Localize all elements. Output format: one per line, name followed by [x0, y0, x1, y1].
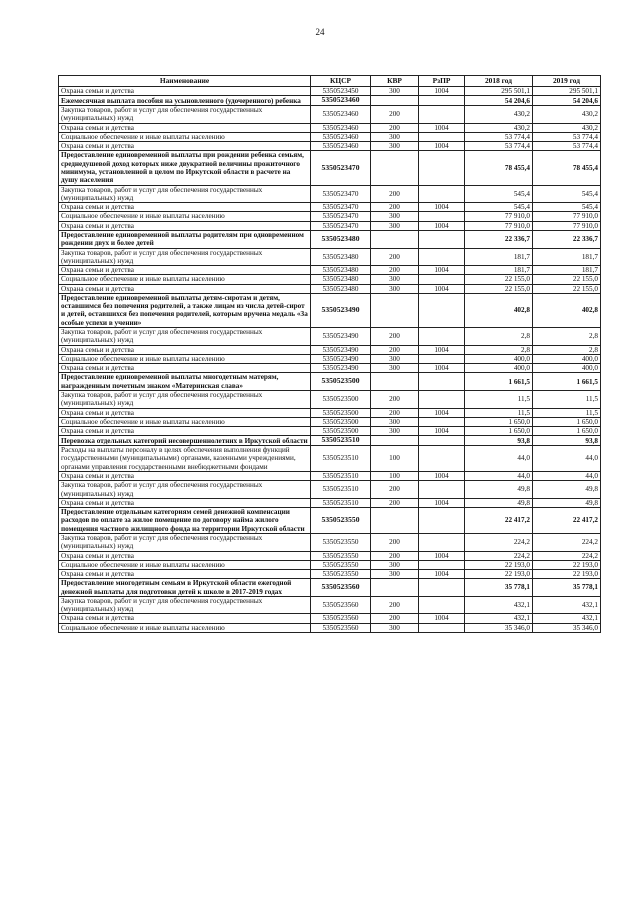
cell-rzpr: 1004: [419, 364, 465, 373]
cell-name: Социальное обеспечение и иные выплаты населению: [59, 623, 311, 632]
cell-rzpr: [419, 96, 465, 106]
cell-2018: 181,7: [465, 248, 533, 266]
header-kvr: КВР: [371, 76, 419, 87]
cell-2019: 44,0: [533, 471, 601, 480]
cell-kvr: 200: [371, 551, 419, 560]
cell-kvr: 300: [371, 212, 419, 221]
table-row: [59, 427, 601, 436]
cell-rzpr: [419, 596, 465, 614]
cell-kcsr: 5350523550: [311, 551, 371, 560]
cell-kvr: 300: [371, 623, 419, 632]
cell-kcsr: 5350523510: [311, 481, 371, 499]
cell-2019: 11,5: [533, 391, 601, 409]
cell-kvr: 200: [371, 533, 419, 551]
cell-2018: 22 336,7: [465, 230, 533, 248]
cell-2019: 295 501,1: [533, 87, 601, 96]
cell-rzpr: [419, 275, 465, 284]
table-row: [59, 87, 601, 96]
table-row: [59, 106, 601, 124]
header-name: Наименование: [59, 76, 311, 87]
cell-rzpr: 1004: [419, 123, 465, 132]
header-2019: 2019 год: [533, 76, 601, 87]
cell-kvr: 300: [371, 221, 419, 230]
cell-2019: 1 661,5: [533, 373, 601, 391]
cell-kcsr: 5350523470: [311, 151, 371, 185]
table-row: [59, 248, 601, 266]
cell-kcsr: 5350523480: [311, 230, 371, 248]
cell-name: Охрана семьи и детства: [59, 266, 311, 275]
cell-2019: 224,2: [533, 533, 601, 551]
cell-rzpr: [419, 230, 465, 248]
cell-2018: 11,5: [465, 408, 533, 417]
table-row: [59, 203, 601, 212]
cell-name: Охрана семьи и детства: [59, 471, 311, 480]
table-row: [59, 364, 601, 373]
cell-2018: 49,8: [465, 498, 533, 507]
cell-kvr: 300: [371, 87, 419, 96]
cell-rzpr: [419, 328, 465, 346]
cell-2018: 545,4: [465, 203, 533, 212]
cell-2018: 22 417,2: [465, 508, 533, 534]
cell-name: Закупка товаров, работ и услуг для обеспечения государственных (муниципальных) нужд: [59, 481, 311, 499]
cell-rzpr: 1004: [419, 266, 465, 275]
cell-2019: 35 346,0: [533, 623, 601, 632]
cell-rzpr: [419, 417, 465, 426]
cell-kcsr: 5350523450: [311, 87, 371, 96]
cell-kvr: [371, 96, 419, 106]
cell-2018: 432,1: [465, 614, 533, 623]
cell-kcsr: 5350523490: [311, 345, 371, 354]
cell-name: Охрана семьи и детства: [59, 408, 311, 417]
cell-kcsr: 5350523490: [311, 354, 371, 363]
cell-kcsr: 5350523500: [311, 427, 371, 436]
cell-kvr: 200: [371, 408, 419, 417]
cell-name: Охрана семьи и детства: [59, 123, 311, 132]
cell-kcsr: 5350523480: [311, 275, 371, 284]
cell-kcsr: 5350523550: [311, 508, 371, 534]
cell-kvr: 300: [371, 132, 419, 141]
cell-kcsr: 5350523510: [311, 498, 371, 507]
cell-2019: 77 910,0: [533, 212, 601, 221]
cell-kcsr: 5350523550: [311, 560, 371, 569]
cell-2019: 93,8: [533, 436, 601, 446]
table-row: [59, 132, 601, 141]
cell-rzpr: 1004: [419, 498, 465, 507]
cell-kvr: 100: [371, 471, 419, 480]
cell-kvr: [371, 436, 419, 446]
cell-kvr: 300: [371, 354, 419, 363]
cell-kvr: 200: [371, 203, 419, 212]
cell-rzpr: [419, 446, 465, 472]
table-row-program: [59, 293, 601, 327]
cell-kcsr: 5350523480: [311, 284, 371, 293]
table-row: [59, 275, 601, 284]
cell-kvr: 100: [371, 446, 419, 472]
cell-kcsr: 5350523510: [311, 436, 371, 446]
cell-name: Охрана семьи и детства: [59, 364, 311, 373]
cell-2019: 78 455,4: [533, 151, 601, 185]
cell-kvr: 200: [371, 481, 419, 499]
table-row-program: [59, 151, 601, 185]
cell-2019: 181,7: [533, 248, 601, 266]
cell-kcsr: 5350523560: [311, 579, 371, 597]
header-2018: 2018 год: [465, 76, 533, 87]
cell-2018: 49,8: [465, 481, 533, 499]
cell-2018: 2,8: [465, 328, 533, 346]
cell-kcsr: 5350523500: [311, 391, 371, 409]
cell-rzpr: 1004: [419, 87, 465, 96]
cell-2018: 44,0: [465, 446, 533, 472]
cell-name: Социальное обеспечение и иные выплаты населению: [59, 132, 311, 141]
header-kcsr: КЦСР: [311, 76, 371, 87]
cell-name: Охрана семьи и детства: [59, 614, 311, 623]
cell-rzpr: [419, 579, 465, 597]
cell-name: Социальное обеспечение и иные выплаты населению: [59, 275, 311, 284]
cell-kvr: [371, 151, 419, 185]
cell-2019: 1 650,0: [533, 427, 601, 436]
cell-2018: 400,0: [465, 364, 533, 373]
cell-kcsr: 5350523500: [311, 417, 371, 426]
cell-2019: 432,1: [533, 614, 601, 623]
cell-2018: 35 346,0: [465, 623, 533, 632]
cell-kcsr: 5350523490: [311, 364, 371, 373]
cell-rzpr: [419, 436, 465, 446]
cell-2018: 400,0: [465, 354, 533, 363]
cell-2018: 1 650,0: [465, 427, 533, 436]
table-row-program: [59, 579, 601, 597]
cell-name: Закупка товаров, работ и услуг для обеспечения государственных (муниципальных) нужд: [59, 533, 311, 551]
cell-kcsr: 5350523550: [311, 533, 371, 551]
cell-name: Социальное обеспечение и иные выплаты населению: [59, 417, 311, 426]
cell-rzpr: 1004: [419, 142, 465, 151]
cell-kcsr: 5350523500: [311, 408, 371, 417]
cell-2018: 402,8: [465, 293, 533, 327]
cell-2019: 44,0: [533, 446, 601, 472]
cell-name: Предоставление единовременной выплаты родителям при одновременном рождении двух и более детей: [59, 230, 311, 248]
cell-2019: 54 204,6: [533, 96, 601, 106]
cell-rzpr: [419, 481, 465, 499]
cell-rzpr: [419, 248, 465, 266]
cell-kvr: 200: [371, 345, 419, 354]
table-row: [59, 284, 601, 293]
cell-name: Охрана семьи и детства: [59, 284, 311, 293]
cell-2018: 77 910,0: [465, 221, 533, 230]
cell-2019: 49,8: [533, 498, 601, 507]
cell-rzpr: 1004: [419, 427, 465, 436]
cell-kcsr: 5350523460: [311, 123, 371, 132]
cell-rzpr: 1004: [419, 551, 465, 560]
table-row: [59, 551, 601, 560]
cell-2018: 44,0: [465, 471, 533, 480]
cell-name: Ежемесячная выплата пособия на усыновленного (удочеренного) ребенка: [59, 96, 311, 106]
cell-name: Закупка товаров, работ и услуг для обеспечения государственных (муниципальных) нужд: [59, 328, 311, 346]
cell-kcsr: 5350523470: [311, 203, 371, 212]
cell-2019: 400,0: [533, 354, 601, 363]
cell-2019: 22 336,7: [533, 230, 601, 248]
cell-rzpr: [419, 151, 465, 185]
cell-2018: 35 778,1: [465, 579, 533, 597]
cell-kcsr: 5350523550: [311, 570, 371, 579]
cell-2018: 430,2: [465, 106, 533, 124]
cell-name: Охрана семьи и детства: [59, 142, 311, 151]
cell-name: Охрана семьи и детства: [59, 551, 311, 560]
table-row: [59, 614, 601, 623]
cell-2019: 53 774,4: [533, 142, 601, 151]
cell-kcsr: 5350523470: [311, 212, 371, 221]
cell-name: Закупка товаров, работ и услуг для обеспечения государственных (муниципальных) нужд: [59, 185, 311, 203]
cell-rzpr: 1004: [419, 284, 465, 293]
cell-rzpr: [419, 508, 465, 534]
cell-kvr: 300: [371, 427, 419, 436]
cell-kvr: 200: [371, 248, 419, 266]
cell-kvr: 200: [371, 106, 419, 124]
cell-name: Закупка товаров, работ и услуг для обеспечения государственных (муниципальных) нужд: [59, 248, 311, 266]
cell-rzpr: 1004: [419, 471, 465, 480]
cell-kvr: [371, 373, 419, 391]
cell-kvr: 300: [371, 284, 419, 293]
cell-name: Социальное обеспечение и иные выплаты населению: [59, 354, 311, 363]
cell-kvr: 300: [371, 275, 419, 284]
cell-rzpr: [419, 560, 465, 569]
cell-2018: 430,2: [465, 123, 533, 132]
cell-name: Предоставление многодетным семьям в Иркутской области ежегодной денежной выплаты для подготовки детей к школе в 2017-2019 годах: [59, 579, 311, 597]
cell-kvr: [371, 293, 419, 327]
cell-name: Закупка товаров, работ и услуг для обеспечения государственных (муниципальных) нужд: [59, 596, 311, 614]
cell-2018: 93,8: [465, 436, 533, 446]
cell-name: Расходы на выплаты персоналу в целях обеспечения выполнения функций государственными (муниципальными) органами, казенными учреждениями, органами управления государственными внебюджетными фондами: [59, 446, 311, 472]
cell-2018: 295 501,1: [465, 87, 533, 96]
cell-rzpr: 1004: [419, 345, 465, 354]
cell-rzpr: [419, 623, 465, 632]
cell-rzpr: [419, 533, 465, 551]
header-rzpr: РзПР: [419, 76, 465, 87]
cell-2019: 181,7: [533, 266, 601, 275]
cell-kvr: 300: [371, 570, 419, 579]
cell-rzpr: 1004: [419, 203, 465, 212]
table-row: [59, 142, 601, 151]
table-row: [59, 446, 601, 472]
cell-2019: 22 417,2: [533, 508, 601, 534]
table-row-program: [59, 230, 601, 248]
cell-kvr: 200: [371, 185, 419, 203]
cell-2019: 2,8: [533, 345, 601, 354]
cell-2019: 53 774,4: [533, 132, 601, 141]
cell-2019: 402,8: [533, 293, 601, 327]
table-row-program: [59, 96, 601, 106]
cell-name: Охрана семьи и детства: [59, 345, 311, 354]
cell-name: Охрана семьи и детства: [59, 498, 311, 507]
cell-2018: 11,5: [465, 391, 533, 409]
cell-rzpr: 1004: [419, 614, 465, 623]
cell-2018: 1 650,0: [465, 417, 533, 426]
table-row: [59, 354, 601, 363]
cell-2018: 53 774,4: [465, 132, 533, 141]
table-row-program: [59, 373, 601, 391]
table-row: [59, 560, 601, 569]
cell-kcsr: 5350523490: [311, 328, 371, 346]
table-row: [59, 345, 601, 354]
cell-name: Предоставление единовременной выплаты детям-сиротам и детям, оставшимся без попечения родителей, а также лицам из числа детей-сирот и детей, оставшихся без попечения родителей, которым вручена медаль «За особые успехи в учении»: [59, 293, 311, 327]
cell-name: Предоставление единовременной выплаты многодетным матерям, награжденным почетным знаком «Материнская слава»: [59, 373, 311, 391]
cell-name: Закупка товаров, работ и услуг для обеспечения государственных (муниципальных) нужд: [59, 391, 311, 409]
cell-name: Охрана семьи и детства: [59, 221, 311, 230]
cell-kvr: 200: [371, 266, 419, 275]
cell-2019: 22 193,0: [533, 560, 601, 569]
table-row: [59, 221, 601, 230]
cell-2019: 22 193,0: [533, 570, 601, 579]
cell-kcsr: 5350523460: [311, 96, 371, 106]
cell-kcsr: 5350523510: [311, 446, 371, 472]
cell-kvr: 300: [371, 417, 419, 426]
cell-kvr: [371, 508, 419, 534]
page-number: 24: [315, 27, 325, 37]
cell-2019: 430,2: [533, 106, 601, 124]
cell-kvr: 300: [371, 364, 419, 373]
cell-name: Перевозка отдельных категорий несовершеннолетних в Иркутской области: [59, 436, 311, 446]
cell-name: Социальное обеспечение и иные выплаты населению: [59, 212, 311, 221]
cell-2018: 224,2: [465, 551, 533, 560]
cell-2019: 400,0: [533, 364, 601, 373]
cell-name: Охрана семьи и детства: [59, 87, 311, 96]
cell-rzpr: [419, 293, 465, 327]
table-header-row: [59, 76, 601, 87]
table-row: [59, 481, 601, 499]
cell-2018: 181,7: [465, 266, 533, 275]
cell-kcsr: 5350523460: [311, 132, 371, 141]
cell-name: Предоставление отдельным категориям семей денежной компенсации расходов по оплате за жилое помещение по договору найма жилого помещения частного жилищного фонда на территории Иркутской области: [59, 508, 311, 534]
cell-kvr: 200: [371, 391, 419, 409]
cell-kcsr: 5350523460: [311, 106, 371, 124]
cell-kvr: 200: [371, 328, 419, 346]
cell-rzpr: [419, 391, 465, 409]
cell-2019: 35 778,1: [533, 579, 601, 597]
table-row: [59, 471, 601, 480]
table-row: [59, 391, 601, 409]
cell-2018: 22 193,0: [465, 570, 533, 579]
cell-rzpr: 1004: [419, 221, 465, 230]
table-row: [59, 533, 601, 551]
cell-2018: 22 193,0: [465, 560, 533, 569]
cell-2018: 22 155,0: [465, 275, 533, 284]
cell-2019: 1 650,0: [533, 417, 601, 426]
cell-2018: 545,4: [465, 185, 533, 203]
cell-2019: 430,2: [533, 123, 601, 132]
cell-name: Охрана семьи и детства: [59, 427, 311, 436]
cell-rzpr: [419, 106, 465, 124]
table-row: [59, 266, 601, 275]
cell-kcsr: 5350523560: [311, 614, 371, 623]
cell-name: Социальное обеспечение и иные выплаты населению: [59, 560, 311, 569]
cell-kvr: 200: [371, 498, 419, 507]
cell-2019: 11,5: [533, 408, 601, 417]
cell-rzpr: [419, 132, 465, 141]
cell-2018: 432,1: [465, 596, 533, 614]
cell-kvr: 300: [371, 142, 419, 151]
cell-2019: 77 910,0: [533, 221, 601, 230]
table-row: [59, 123, 601, 132]
cell-kcsr: 5350523480: [311, 266, 371, 275]
cell-2018: 2,8: [465, 345, 533, 354]
cell-2019: 22 155,0: [533, 275, 601, 284]
cell-2019: 432,1: [533, 596, 601, 614]
table-row: [59, 185, 601, 203]
cell-kvr: [371, 579, 419, 597]
cell-kcsr: 5350523510: [311, 471, 371, 480]
cell-kcsr: 5350523460: [311, 142, 371, 151]
table-row: [59, 328, 601, 346]
cell-name: Предоставление единовременной выплаты при рождении ребенка семьям, среднедушевой доход которых ниже двукратной величины прожиточного минимума, установленной в целом по Иркутской области в расчете на душу населения: [59, 151, 311, 185]
cell-2019: 2,8: [533, 328, 601, 346]
cell-kvr: 300: [371, 560, 419, 569]
table-row: [59, 212, 601, 221]
cell-kvr: 200: [371, 596, 419, 614]
cell-2019: 545,4: [533, 185, 601, 203]
cell-rzpr: [419, 212, 465, 221]
cell-2018: 1 661,5: [465, 373, 533, 391]
table-row-program: [59, 508, 601, 534]
cell-2019: 22 155,0: [533, 284, 601, 293]
cell-kvr: 200: [371, 123, 419, 132]
cell-2019: 224,2: [533, 551, 601, 560]
cell-kvr: 200: [371, 614, 419, 623]
cell-2018: 224,2: [465, 533, 533, 551]
cell-2019: 49,8: [533, 481, 601, 499]
table-row: [59, 417, 601, 426]
cell-kcsr: 5350523560: [311, 623, 371, 632]
cell-name: Охрана семьи и детства: [59, 203, 311, 212]
table-row: [59, 623, 601, 632]
table-row: [59, 408, 601, 417]
table-row: [59, 498, 601, 507]
cell-2018: 22 155,0: [465, 284, 533, 293]
table-row: [59, 596, 601, 614]
cell-2019: 545,4: [533, 203, 601, 212]
cell-kvr: [371, 230, 419, 248]
cell-rzpr: 1004: [419, 408, 465, 417]
cell-name: Закупка товаров, работ и услуг для обеспечения государственных (муниципальных) нужд: [59, 106, 311, 124]
cell-2018: 78 455,4: [465, 151, 533, 185]
budget-table: [58, 75, 601, 633]
cell-rzpr: 1004: [419, 570, 465, 579]
cell-kcsr: 5350523480: [311, 248, 371, 266]
cell-rzpr: [419, 373, 465, 391]
cell-kcsr: 5350523470: [311, 221, 371, 230]
cell-kcsr: 5350523490: [311, 293, 371, 327]
table-row: [59, 570, 601, 579]
cell-kcsr: 5350523560: [311, 596, 371, 614]
cell-kcsr: 5350523470: [311, 185, 371, 203]
cell-name: Охрана семьи и детства: [59, 570, 311, 579]
cell-rzpr: [419, 185, 465, 203]
cell-2018: 77 910,0: [465, 212, 533, 221]
cell-kcsr: 5350523500: [311, 373, 371, 391]
cell-2018: 54 204,6: [465, 96, 533, 106]
cell-2018: 53 774,4: [465, 142, 533, 151]
cell-rzpr: [419, 354, 465, 363]
table-row-program: [59, 436, 601, 446]
